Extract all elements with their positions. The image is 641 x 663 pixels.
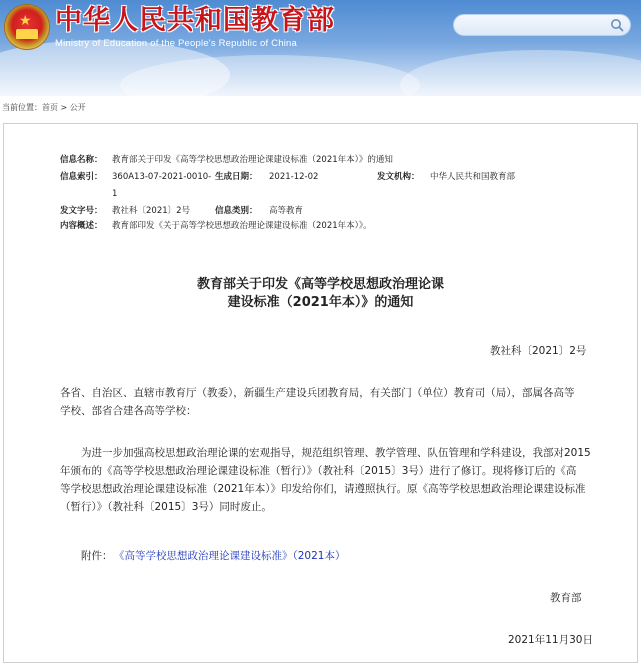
header-cloud-decoration xyxy=(400,50,641,96)
signature: 教育部 xyxy=(550,592,582,604)
recipients-line-2: 学校、部省合建各高等学校： xyxy=(60,405,197,417)
breadcrumb xyxy=(2,103,86,113)
breadcrumb-home-link[interactable]: 首页 xyxy=(42,103,58,112)
sign-date: 2021年11月30日 xyxy=(508,634,593,646)
search-box xyxy=(453,14,631,36)
info-docno-value: 教社科〔2021〕2号 xyxy=(112,206,191,216)
info-date-label: 生成日期： xyxy=(215,172,258,182)
info-name-label: 信息名称： xyxy=(60,155,103,165)
search-input[interactable] xyxy=(464,17,608,35)
info-org-label: 发文机构： xyxy=(377,172,420,182)
national-emblem-icon[interactable]: ★ xyxy=(5,5,49,49)
body-paragraph-line-2: 年颁布的《高等学校思想政治理论课建设标准（暂行）》（教社科〔2015〕3号）进行了修订。现将修订后的《高 xyxy=(60,465,577,477)
body-paragraph-line-3: 等学校思想政治理论课建设标准（2021年本）》印发给你们，请遵照执行。原《高等学校思想政治理论课建设标准 xyxy=(60,483,586,495)
info-docno-label: 发文字号： xyxy=(60,206,103,216)
info-category-value: 高等教育 xyxy=(269,206,304,216)
info-summary-value: 教育部印发《关于高等学校思想政治理论课建设标准（2021年本）》。 xyxy=(112,221,372,231)
site-subtitle: Ministry of Education of the People's Republic of China xyxy=(55,38,297,49)
breadcrumb-current-link[interactable]: 公开 xyxy=(69,103,86,112)
info-index-value: 360A13-07-2021-0010- xyxy=(112,172,212,182)
info-name-value: 教育部关于印发《高等学校思想政治理论课建设标准（2021年本）》的通知 xyxy=(112,155,393,165)
breadcrumb-prefix: 当前位置： xyxy=(2,103,42,112)
attachment-link[interactable]: 《高等学校思想政治理论课建设标准》（2021本） xyxy=(114,550,346,562)
document-title-line-2: 建设标准（2021年本）》的通知 xyxy=(227,295,414,310)
document-title-line-1: 教育部关于印发《高等学校思想政治理论课 xyxy=(196,277,444,292)
info-org-value: 中华人民共和国教育部 xyxy=(430,172,516,182)
recipients-line-1: 各省、自治区、直辖市教育厅（教委），新疆生产建设兵团教育局，有关部门（单位）教育司（局），部属各高等 xyxy=(60,387,575,399)
document-number: 教社科〔2021〕2号 xyxy=(490,345,587,357)
info-index-label: 信息索引： xyxy=(60,172,103,182)
info-summary-label: 内容概述： xyxy=(60,221,103,231)
info-category-label: 信息类别： xyxy=(215,206,258,216)
attachment-label: 附件： xyxy=(81,550,113,562)
breadcrumb-separator: > xyxy=(60,103,68,112)
search-icon[interactable] xyxy=(610,18,624,32)
site-header xyxy=(0,0,641,96)
info-date-value: 2021-12-02 xyxy=(269,172,319,182)
site-title[interactable]: 中华人民共和国教育部 xyxy=(55,5,335,36)
body-paragraph-line-1: 为进一步加强高校思想政治理论课的宏观指导，规范组织管理、教学管理、队伍管理和学科建设，我部对2015 xyxy=(81,447,591,459)
info-index-value-continued: 1 xyxy=(112,189,118,199)
body-paragraph-line-4: （暂行）》（教社科〔2015〕3号）同时废止。 xyxy=(60,501,272,513)
